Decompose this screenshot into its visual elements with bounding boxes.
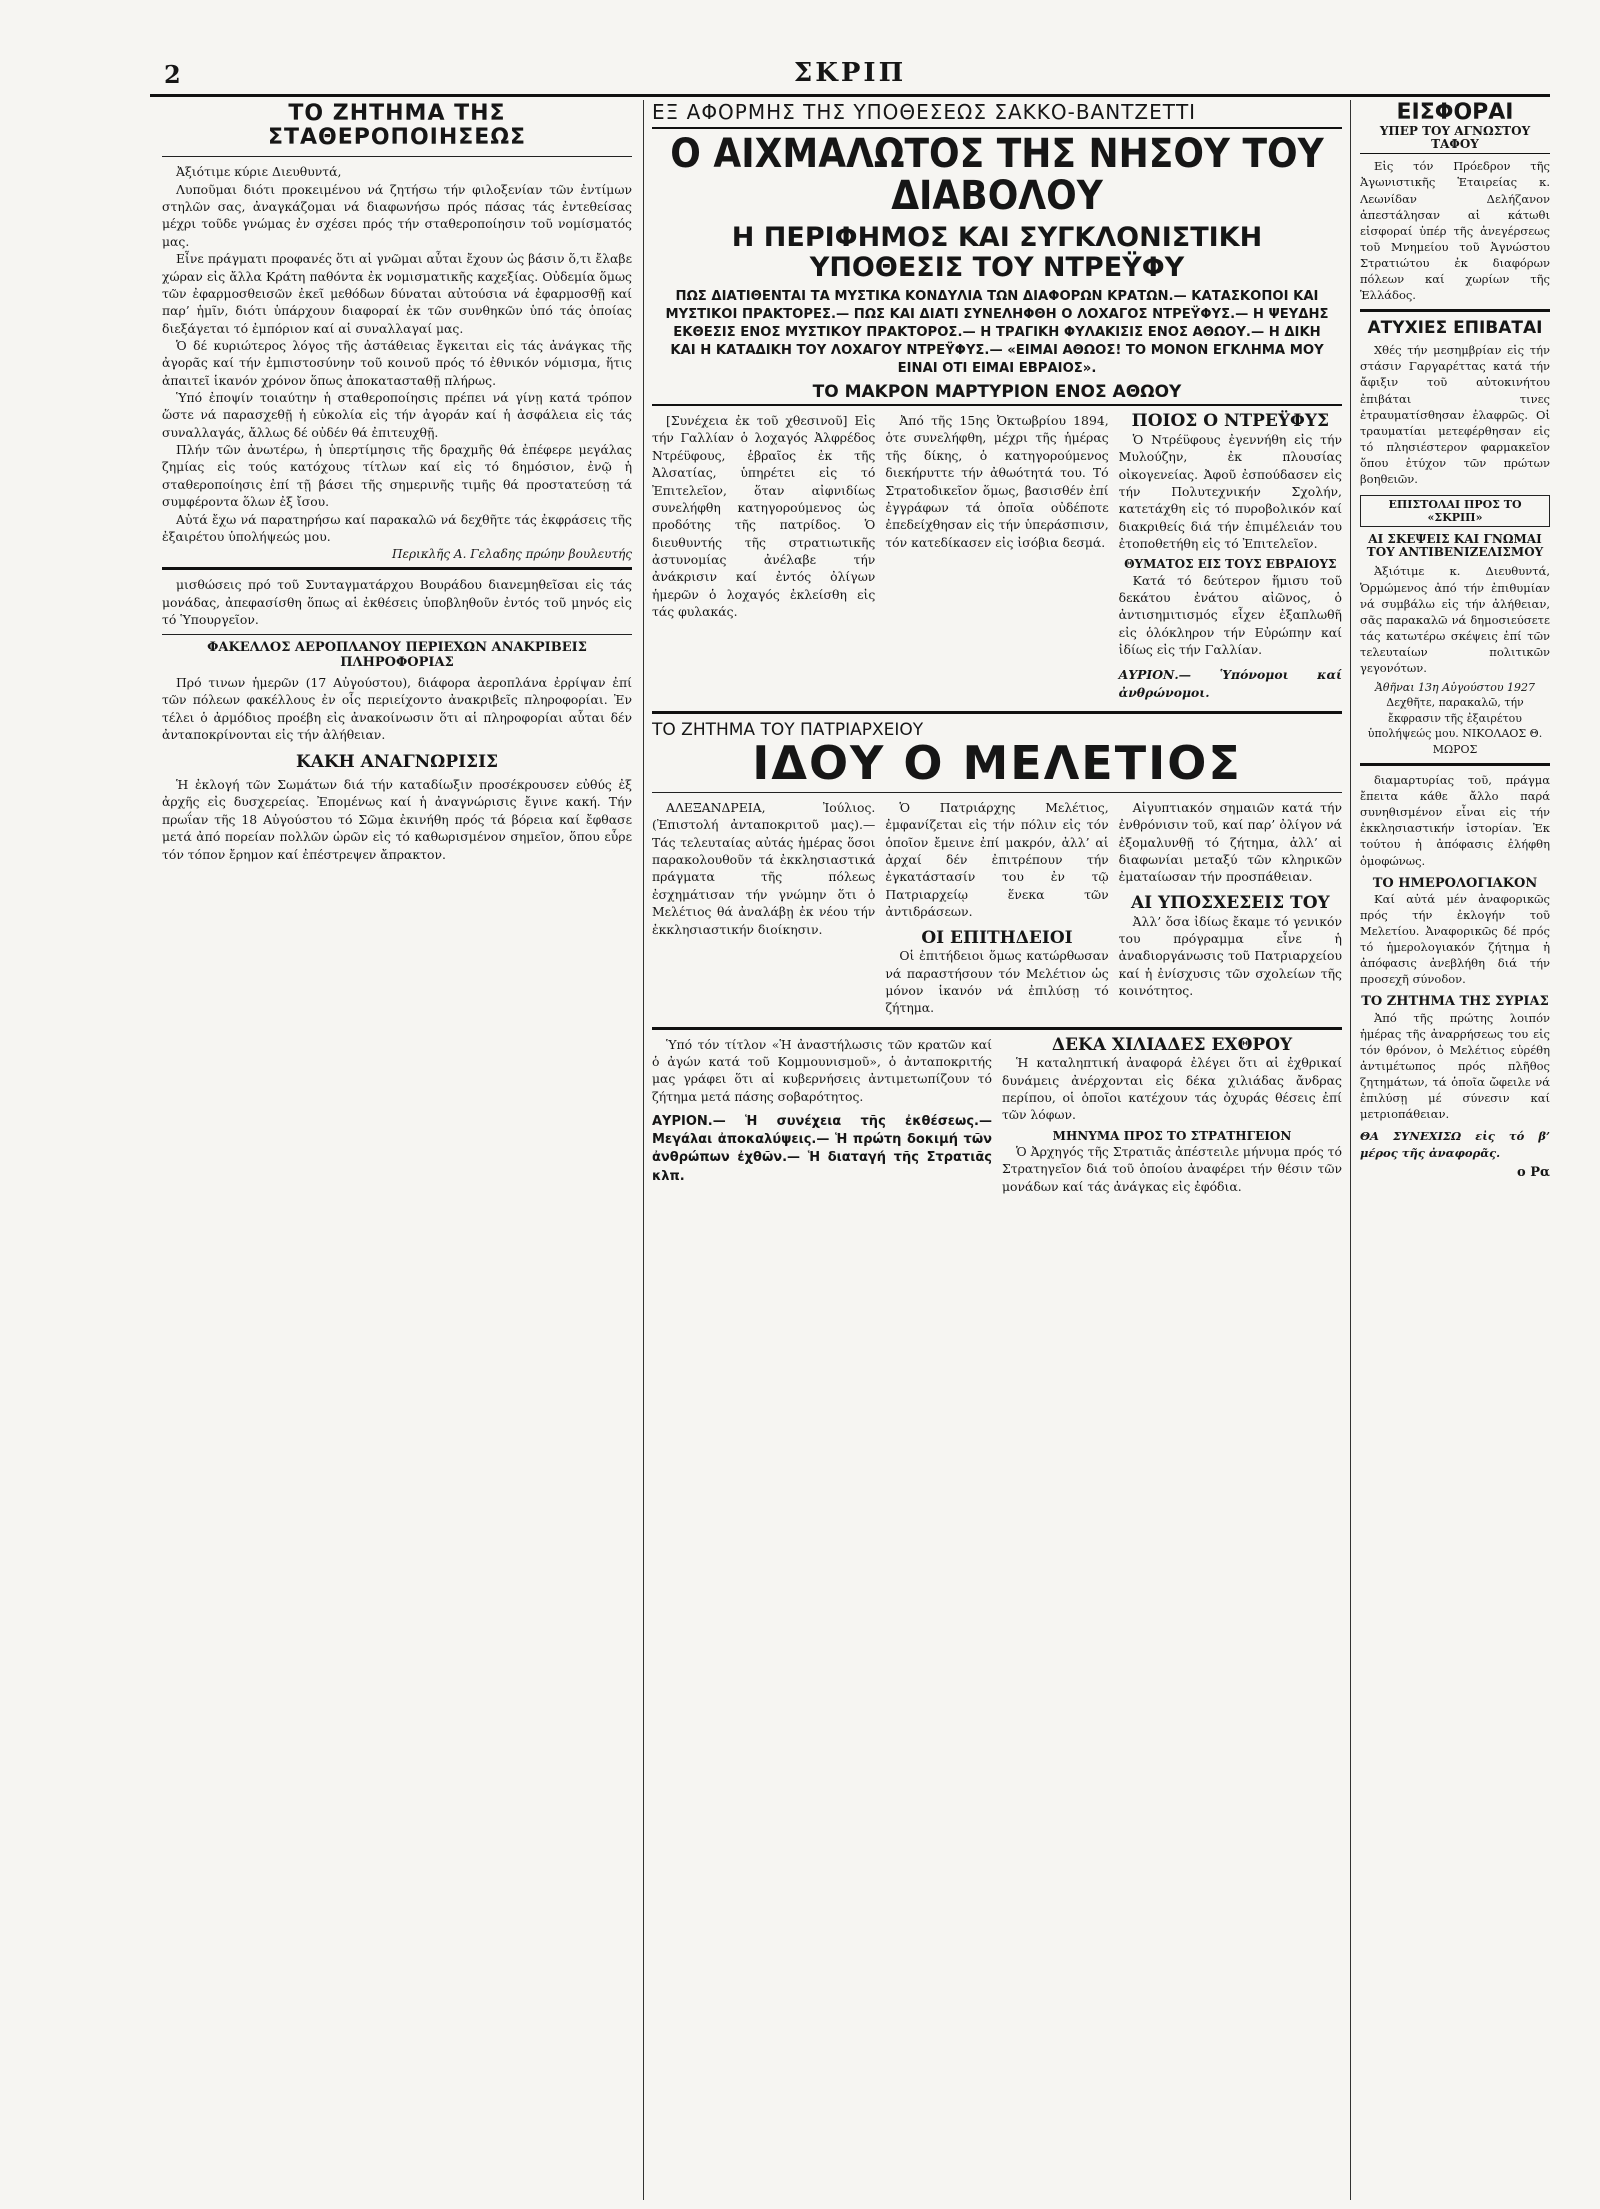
paragraph: Πλήν τῶν ἀνωτέρω, ἡ ὑπερτίμησις τῆς δραχμῆς θά ἐπέφερε μεγάλας ζημίας εἰς τούς κατόχους τίτλων καί εἰς τό δημόσιον, ἐνῷ ἡ σταθεροποίησις ἐπί τῇ βάσει τῆς σημερινῆς τιμῆς θά προστατεύσῃ τά συμφέροντα ὅλων ἐξ ἴσου. (162, 442, 632, 510)
paragraph: Αἰγυπτιακόν σημαιῶν κατά τήν ἐνθρόνισιν τοῦ, καί παρ’ ὀλίγον νά ἐξομαλυνθῇ τό ζήτημα, ἀλλ’ αἱ διαφωνίαι μεταξύ τῶν κληρικῶν ἐματαίωσαν τήν προσπάθειαν. (1118, 800, 1342, 885)
paragraph: Ἀξιότιμε κ. Διευθυντά, Ὁρμώμενος ἀπό τήν ἐπιθυμίαν νά συμβάλω εἰς τήν ἀλήθειαν, σᾶς παρακαλῶ νά δημοσιεύσετε τάς κατωτέρω σκέψεις ἐπί τῶν τελευταίων πολιτικῶν γεγονότων. (1360, 564, 1550, 675)
paragraph: Ἀπό τῆς πρώτης λοιπόν ἡμέρας τῆς ἀναρρήσεως του εἰς τόν θρόνον, ὁ Μελέτιος εὑρέθη ἀντιμέτωπος πρός πλῆθος ζητημάτων, τά ὁποῖα ὤφειλε νά ἐπιλύσῃ μέ σύνεσιν καί μετριοπάθειαν. (1360, 1010, 1550, 1122)
paragraph: Οἱ ἐπιτήδειοι ὅμως κατώρθωσαν νά παραστήσουν τόν Μελέτιον ὡς μόνον ἱκανόν νά ἐπιλύσῃ τό ζήτημα. (885, 948, 1109, 1016)
paragraph: ΑΛΕΞΑΝΔΡΕΙΑ, Ἰούλιος. (Ἐπιστολή ἀνταποκριτοῦ μας).— Τάς τελευταίας αὐτάς ἡμέρας ὅσοι παρακολουθοῦν τά ἐκκλησιαστικά πράγματα τῆς πόλεως ἐσχημάτισαν τήν γνώμην ὅτι ὁ Μελέτιος θά ἀναλάβῃ ἐκ νέου τήν ἐκκλησιαστικήν διοίκησιν. (652, 800, 876, 937)
page-number: 2 (164, 60, 181, 89)
title-unlucky-passengers: ΑΤΥΧΙΕΣ ΕΠΙΒΑΤΑΙ (1367, 318, 1543, 339)
paragraph-block (1002, 1143, 1342, 1195)
author-initials: ο Ρα (1517, 1164, 1550, 1180)
paragraph: Ἀλλ’ ὅσα ἰδίως ἔκαμε τό γενικόν του πρόγραμμα εἶνε ἡ ἀναδιοργάνωσις τοῦ Πατριαρχείου καί ἡ ἐνίσχυσις τῶν σχολείων τῆς κοινότητος. (1118, 913, 1342, 998)
paragraph: Λυποῦμαι διότι προκειμένου νά ζητήσω τήν φιλοξενίαν τῶν ἐντίμων στηλῶν σας, ἀναγκάζομαι νά διαφωνήσω πρός πάσας τάς ἐντεθείσας μέχρι τοῦδε γνώμας ἐν σχέσει πρός τήν σταθεροποίησιν τοῦ νομίσματός μας. (162, 181, 632, 249)
paragraph-block (1119, 572, 1342, 659)
article-body-continuation (162, 576, 632, 628)
heading-promises: ΑΙ ΥΠΟΣΧΕΣΕΙΣ ΤΟΥ (1130, 892, 1330, 913)
paragraph-block (652, 1036, 992, 1105)
paragraph-block (885, 947, 1108, 1016)
paragraph: Αὐτά ἔχω νά παρατηρήσω καί παρακαλῶ νά δεχθῆτε τάς ἐκφράσεις τῆς ἐξαιρέτου ὑπολήψεώς μου. (162, 511, 632, 544)
paragraph: Εἶνε πράγματι προφανές ὅτι αἱ γνῶμαι αὗται ἔχουν ὡς βάσιν ὅ,τι ἔλαβε χώραν εἰς ἄλλα Κράτη παθόντα ἐκ νομισματικῆς καχεξίας. Οὐδεμία ὅμως τῶν ἐφαρμοσθεισῶν ἐκεῖ μεθόδων δύναται αὐτούσια νά ἐφαρμοσθῇ καί παρ’ ἡμῖν, διότι ὑπάρχουν διαφοραί ἐκ τῶν συνθηκῶν ὑπό τάς ὁποίας διεξάγεται τό ἐμπόριον καί αἱ συναλλαγαί μας. (162, 251, 632, 336)
kicker-patriarchate: ΤΟ ΖΗΤΗΜΑ ΤΟΥ ΠΑΤΡΙΑΡΧΕΙΟΥ (652, 720, 924, 741)
tomorrow-note-2: ΑΥΡΙΟΝ.— Ἡ συνέχεια τῆς ἐκθέσεως.— Μεγάλαι ἀποκαλύψεις.— Ἡ πρώτη δοκιμή τῶν ἀνθρώπων ἐχθῶν.— Ἡ διαταγή τῆς Στρατιᾶς κλπ. (652, 1114, 992, 1184)
masthead (150, 54, 1550, 97)
contributions-text (1360, 158, 1550, 303)
continuation-note: ΘΑ ΣΥΝΕΧΙΣΩ εἰς τό β’ μέρος τῆς ἀναφορᾶς. (1360, 1129, 1550, 1160)
divider (652, 1027, 1342, 1030)
middle-column (652, 100, 1342, 2200)
paragraph: μισθώσεις πρό τοῦ Συνταγματάρχου Βουράδου διανεμηθεῖσαι εἰς τάς μονάδας, ἀπεφασίσθη ὅπως αἱ ἐκθέσεις ὑποβληθοῦν ἐντός τοῦ μηνός εἰς τό Ὑπουργεῖον. (162, 577, 632, 627)
paragraph-block (1119, 431, 1342, 553)
signature: Περικλῆς Α. Γελαδης πρώην βουλευτής (392, 547, 632, 562)
paragraph: Ἀπό τῆς 15ης Ὀκτωβρίου 1894, ὁτε συνελήφθη, μέχρι τῆς ἡμέρας τῆς δίκης, ὁ κατηγορούμενος διεκήρυττε τήν ἀθωότητά του. Τό Στρατοδικεῖον ὅμως, βασισθέν ἐπί ἐγγράφων τά ὁποῖα οὐδέποτε ἐπεδείχθησαν εἰς τήν ὑπεράσπισιν, τόν κατεδίκασεν εἰς ἰσόβια δεσμά. (885, 413, 1109, 550)
paragraph: Χθές τήν μεσημβρίαν εἰς τήν στάσιν Γαργαρέττας κατά τήν ἄφιξιν τοῦ αὐτοκινήτου ἐπιβάται τινες ἐτραυματίσθησαν ἐλαφρῶς. Οἱ τραυματίαι μετεφέρθησαν εἰς τό πλησιέστερον φαρμακεῖον ὅπου ἐτύχον τῶν πρώτων βοηθειῶν. (1360, 343, 1550, 486)
article-title-stabilization: ΤΟ ΖΗΤΗΜΑ ΤΗΣ ΣΤΑΘΕΡΟΠΟΙΗΣΕΩΣ (267, 101, 527, 151)
dreyfus-col-3 (1119, 412, 1342, 701)
paragraph-block (1002, 1054, 1342, 1123)
tomorrow-note: ΑΥΡΙΟΝ.— Ὑπόνομοι καί ἀνθρώνομοι. (1118, 667, 1342, 700)
dreyfus-col-1 (652, 412, 875, 701)
heading-message-hq: ΜΗΝΥΜΑ ΠΡΟΣ ΤΟ ΣΤΡΑΤΗΓΕΙΟΝ (1052, 1128, 1292, 1143)
paragraph: Καί αὐτά μέν ἀναφορικῶς πρός τήν ἐκλογήν τοῦ Μελετίου. Ἀναφορικῶς δέ πρός τό ἡμερολογιακόν ζήτημα ἡ ἀπόφασις ἀνεβλήθη διά τήν προσεχῆ σύνοδον. (1360, 891, 1550, 987)
column-rule (643, 100, 644, 2200)
meletios-col-1 (652, 799, 875, 1017)
column-rule (1350, 100, 1351, 2200)
thoughts-signature: Δεχθῆτε, παρακαλῶ, τήν ἔκφρασιν τῆς ἐξαιρέτου ὑπολήψεώς μου. ΝΙΚΟΛΑΟΣ Θ. ΜΩΡΟΣ (1367, 696, 1543, 756)
subtitle-unknown-tomb: ΥΠΕΡ ΤΟΥ ΑΓΝΩΣΤΟΥ ΤΑΦΟΥ (1360, 125, 1550, 154)
paragraph-block (1119, 913, 1342, 1000)
right-column (1360, 100, 1550, 2200)
article-body-anagnorisis (162, 776, 632, 863)
heading-fakeloi: ΦΑΚΕΛΛΟΣ ΑΕΡΟΠΛΑΝΟΥ ΠΕΡΙΕΧΩΝ ΑΝΑΚΡΙΒΕΙΣ ΠΛΗΡΟΦΟΡΙΑΣ (207, 640, 587, 670)
headline-meletios: ΙΔΟΥ Ο ΜΕΛΕΤΙΟΣ (752, 736, 1242, 791)
divider (1360, 763, 1550, 766)
meletios-text-columns (652, 799, 1342, 1017)
right-continuation (1360, 772, 1550, 869)
thoughts-text (1360, 563, 1550, 676)
calendar-text (1360, 891, 1550, 988)
meletios-col-2 (885, 799, 1108, 1017)
divider (162, 156, 632, 157)
paragraph: Ὁ Πατριάρχης Μελέτιος, ἐμφανίζεται εἰς τήν πόλιν εἰς τόν ὁποῖον ἔμεινε ἐπί μακρόν, ἀλλ’ αἱ ἀρχαί δέν ἐπιτρέπουν τήν ἐγκατάστασίν του ἐν τῷ Πατριαρχείῳ ἕνεκα τῶν ἀντιδράσεων. (885, 800, 1109, 920)
paragraph-block (885, 799, 1108, 921)
bottom-col-2 (1002, 1036, 1342, 1195)
salutation: Ἀξιότιμε κύριε Διευθυντά, (176, 164, 342, 180)
subheadline-dreyfus: Η ΠΕΡΙΦΗΜΟΣ ΚΑΙ ΣΥΓΚΛΟΝΙΣΤΙΚΗ ΥΠΟΘΕΣΙΣ ΤΟΥ ΝΤΡΕΫΦΥ (731, 222, 1263, 283)
heading-anagnorisis: ΚΑΚΗ ΑΝΑΓΝΩΡΙΣΙΣ (295, 752, 499, 773)
deck-dreyfus: ΠΩΣ ΔΙΑΤΙΘΕΝΤΑΙ ΤΑ ΜΥΣΤΙΚΑ ΚΟΝΔΥΛΙΑ ΤΩΝ ΔΙΑΦΟΡΩΝ ΚΡΑΤΩΝ.— ΚΑΤΑΣΚΟΠΟΙ ΚΑΙ ΜΥΣΤΙΚΟΙ ΠΡΑΚΤΟΡΕΣ.— ΠΩΣ ΚΑΙ ΔΙΑΤΙ ΣΥΝΕΛΗΦΘΗ Ο ΛΟΧΑΓΟΣ ΝΤΡΕΫΦΥΣ.— Η ΨΕΥΔΗΣ ΕΚΘΕΣΙΣ ΕΝΟΣ ΜΥΣΤΙΚΟΥ ΠΡΑΚΤΟΡΟΣ.— Η ΤΡΑΓΙΚΗ ΦΥΛΑΚΙΣΙΣ ΕΝΟΣ ΑΘΩΟΥ.— Η ΔΙΚΗ ΚΑΙ Η ΚΑΤΑΔΙΚΗ ΤΟΥ ΛΟΧΑΓΟΥ ΝΤΡΕΫΦΥΣ.— «ΕΙΜΑΙ ΑΘΩΟΣ! ΤΟ ΜΟΝΟΝ ΕΓΚΛΗΜΑ ΜΟΥ ΕΙΝΑΙ ΟΤΙ ΕΙΜΑΙ ΕΒΡΑΙΟΣ». (665, 289, 1329, 376)
bottom-col-1 (652, 1036, 992, 1195)
meletios-col-3 (1119, 799, 1342, 1017)
article-body-fakeloi (162, 674, 632, 743)
paragraph: Ὁ δέ κυριώτερος λόγος τῆς ἀστάθειας ἔγκειται εἰς τάς ἀνάγκας τῆς ἀγορᾶς καί τήν ἐμπιστοσύνην τοῦ κοινοῦ πρός τό ἐθνικόν νόμισμα, ἥτις ἀπαιτεῖ ἱκανόν χρόνον ὅπως ἀποκατασταθῇ πλήρως. (162, 337, 632, 388)
divider (652, 711, 1342, 714)
paragraph: Εἰς τόν Πρόεδρον τῆς Ἀγωνιστικῆς Ἑταιρείας κ. Λεωνίδαν Δελήζανον ἀπεστάλησαν αἱ κάτωθι εἰσφοραί ὑπέρ τῆς ἀνεγέρσεως τοῦ Μνημείου τοῦ Ἀγνώστου Στρατιώτου ἐκ διαφόρων πόλεων καί χωρίων τῆς Ἑλλάδος. (1360, 159, 1550, 303)
heading-who-is-dreyfus: ΠΟΙΟΣ Ο ΝΤΡΕΫΦΥΣ (1131, 411, 1329, 432)
article-body-stabilization (162, 163, 632, 545)
divider (652, 792, 1342, 793)
paper-name: ΣΚΡΙΠ (793, 58, 907, 88)
accident-text (1360, 342, 1550, 487)
thoughts-date: Ἀθῆναι 13η Αὐγούστου 1927 (1374, 681, 1536, 695)
paragraph: Ὁ Ντρέϋφους ἐγεννήθη εἰς τήν Μυλούζην, ἐκ πλουσίας οἰκογενείας. Ἀφοῦ ἐσπούδασεν εἰς τήν Πολυτεχνικήν Σχολήν, κατετάχθη εἰς τό πυροβολικόν καί διακριθείς διά τήν ἐπιμέλειάν του ἐτοποθετήθη εἰς τό Ἐπιτελεῖον. (1118, 431, 1342, 551)
paragraph: Ἡ ἐκλογή τῶν Σωμάτων διά τήν καταδίωξιν προσέκρουσεν εὐθύς ἐξ ἀρχῆς εἰς δυσχερείας. Ἐπομένως καί ἡ ἀναγνώρισις ἔγινε κακή. Τήν πρωΐαν τῆς 18 Αὐγούστου τό Σῶμα ἐκινήθη πρός τά βόρεια καί ἔφθασε μετά ἀπό πορείαν πολλῶν ὡρῶν εἰς τό καθωρισμένον σημεῖον, ὅπου εὗρε τόν τόπον ἔρημον καί ἐπέστρεψεν ἄπρακτον. (162, 777, 632, 862)
heading-ten-thousand: ΔΕΚΑ ΧΙΛΙΑΔΕΣ ΕΧΘΡΟΥ (1051, 1034, 1293, 1055)
divider (162, 634, 632, 635)
paragraph: Ὑπό τόν τίτλον «Ἡ ἀναστήλωσις τῶν κρατῶν καί ὁ ἀγών κατά τοῦ Κομμουνισμοῦ», ὁ ἀνταποκριτής μας γράφει ὅτι αἱ κυβερνήσεις ἀντιμετωπίζουν τό ζήτημα μετά πάσης σοβαρότητος. (652, 1036, 992, 1104)
title-calendar: ΤΟ ΗΜΕΡΟΛΟΓΙΑΚΟΝ (1372, 875, 1538, 891)
paragraph: Ἡ καταληπτική ἀναφορά ἐλέγει ὅτι αἱ ἐχθρικαί δυνάμεις ἀνέρχονται εἰς δέκα χιλιάδας ἄνδρας περίπου, οἱ ὁποῖοι κατέχουν τάς ὀχυράς θέσεις ἐπί τῶν λόφων. (1002, 1055, 1342, 1123)
left-column (162, 100, 632, 2200)
title-contributions: ΕΙΣΦΟΡΑΙ (1396, 100, 1514, 125)
title-syria: ΤΟ ΖΗΤΗΜΑ ΤΗΣ ΣΥΡΙΑΣ (1361, 994, 1549, 1010)
divider (162, 567, 632, 570)
title-thoughts: ΑΙ ΣΚΕΨΕΙΣ ΚΑΙ ΓΝΩΜΑΙ ΤΟΥ ΑΝΤΙΒΕΝΙΖΕΛΙΣΜΟΥ (1366, 532, 1544, 560)
paragraph: [Συνέχεια ἐκ τοῦ χθεσινοῦ] Εἰς τήν Γαλλίαν ὁ λοχαγός Ἀλφρέδος Ντρέϋφους, ἑβραῖος ἐκ τῆς Ἀλσατίας, ὑπηρέτει εἰς τό Ἐπιτελεῖον, ὅταν αἰφνιδίως συνελήφθη κατηγορούμενος ὡς προδότης τῆς πατρίδος. Ὁ διευθυντής τῆς στρατιωτικῆς ἀστυνομίας ἀνέλαβε τήν ἀνάκρισιν καί ἐντός ὀλίγων ἡμερῶν ὁ λοχαγός ἐκλείσθη εἰς τάς φυλακάς. (652, 413, 876, 620)
heading-victim-jews: ΘΥΜΑΤΟΣ ΕΙΣ ΤΟΥΣ ΕΒΡΑΙΟΥΣ (1124, 557, 1337, 572)
dreyfus-text-columns (652, 412, 1342, 701)
kicker-sacco-vanzetti: ΕΞ ΑΦΟΡΜΗΣ ΤΗΣ ΥΠΟΘΕΣΕΩΣ ΣΑΚΚΟ-ΒΑΝΤΖΕΤΤΙ (652, 100, 1342, 129)
divider (1360, 309, 1550, 312)
heading-epitedeioi: ΟΙ ΕΠΙΤΗΔΕΙΟΙ (921, 927, 1073, 948)
paragraph-block (1119, 799, 1342, 886)
bottom-columns (652, 1036, 1342, 1195)
dreyfus-col-2 (885, 412, 1108, 701)
paragraph: Κατά τό δεύτερον ἥμισυ τοῦ δεκάτου ἐνάτου αἰῶνος, ὁ ἀντισημιτισμός εἶχεν ἐξαπλωθῆ εἰς ὁλόκληρον τήν Εὐρώπην καί ἰδίως εἰς τήν Γαλλίαν. (1118, 572, 1342, 657)
paragraph: Ὁ Ἀρχηγός τῆς Στρατιᾶς ἀπέστειλε μήνυμα πρός τό Στρατηγεῖον διά τοῦ ὁποίου ἀναφέρει τήν θέσιν τῶν μονάδων καί τάς ἀνάγκας εἰς ἐφόδια. (1002, 1143, 1342, 1194)
subhead-martyrdom: ΤΟ ΜΑΚΡΟΝ ΜΑΡΤΥΡΙΟΝ ΕΝΟΣ ΑΘΩΟΥ (652, 383, 1342, 406)
headline-devils-island: Ο ΑΙΧΜΑΛΩΤΟΣ ΤΗΣ ΝΗΣΟΥ ΤΟΥ ΔΙΑΒΟΛΟΥ (670, 131, 1324, 219)
letters-box-wrap (1360, 495, 1550, 527)
letters-box: ΕΠΙΣΤΟΛΑΙ ΠΡΟΣ ΤΟ «ΣΚΡΙΠ» (1360, 495, 1550, 527)
paragraph: διαμαρτυρίας τοῦ, πράγμα ἔπειτα κάθε ἄλλο παρά συνηθισμένον εἶναι εἰς τήν ἐκκλησιαστικήν ἱστορίαν. Ἐκ τούτου ἡ ἀπόφασις ἐλήφθη ὁμοφώνως. (1360, 773, 1550, 868)
paragraph: Ὑπό ἐποψίν τοιαύτην ἡ σταθεροποίησις πρέπει νά γίνῃ κατά τρόπον ὥστε νά παρασχεθῇ ἡ εὐκολία εἰς τήν ἀγοράν καί ἡ ἀσφάλεια εἰς τάς συναλλαγάς, ἄλλως δέ οὐδέν θά ἐπιτευχθῇ. (162, 390, 632, 440)
paragraph: Πρό τινων ἡμερῶν (17 Αὐγούστου), διάφορα ἀεροπλάνα ἐρρίψαν ἐπί τῶν πόλεων φακέλλους ἐν οἷς περιείχοντο ἀνακριβεῖς πληροφορίαι. Ἐν τέλει ὁ ἀρμόδιος προέβη εἰς ἀνακοίνωσιν ὅτι αἱ πληροφορίαι αὗται δέν ἀνταποκρίνονται εἰς τήν ἀλήθειαν. (162, 674, 632, 743)
syria-text (1360, 1010, 1550, 1123)
